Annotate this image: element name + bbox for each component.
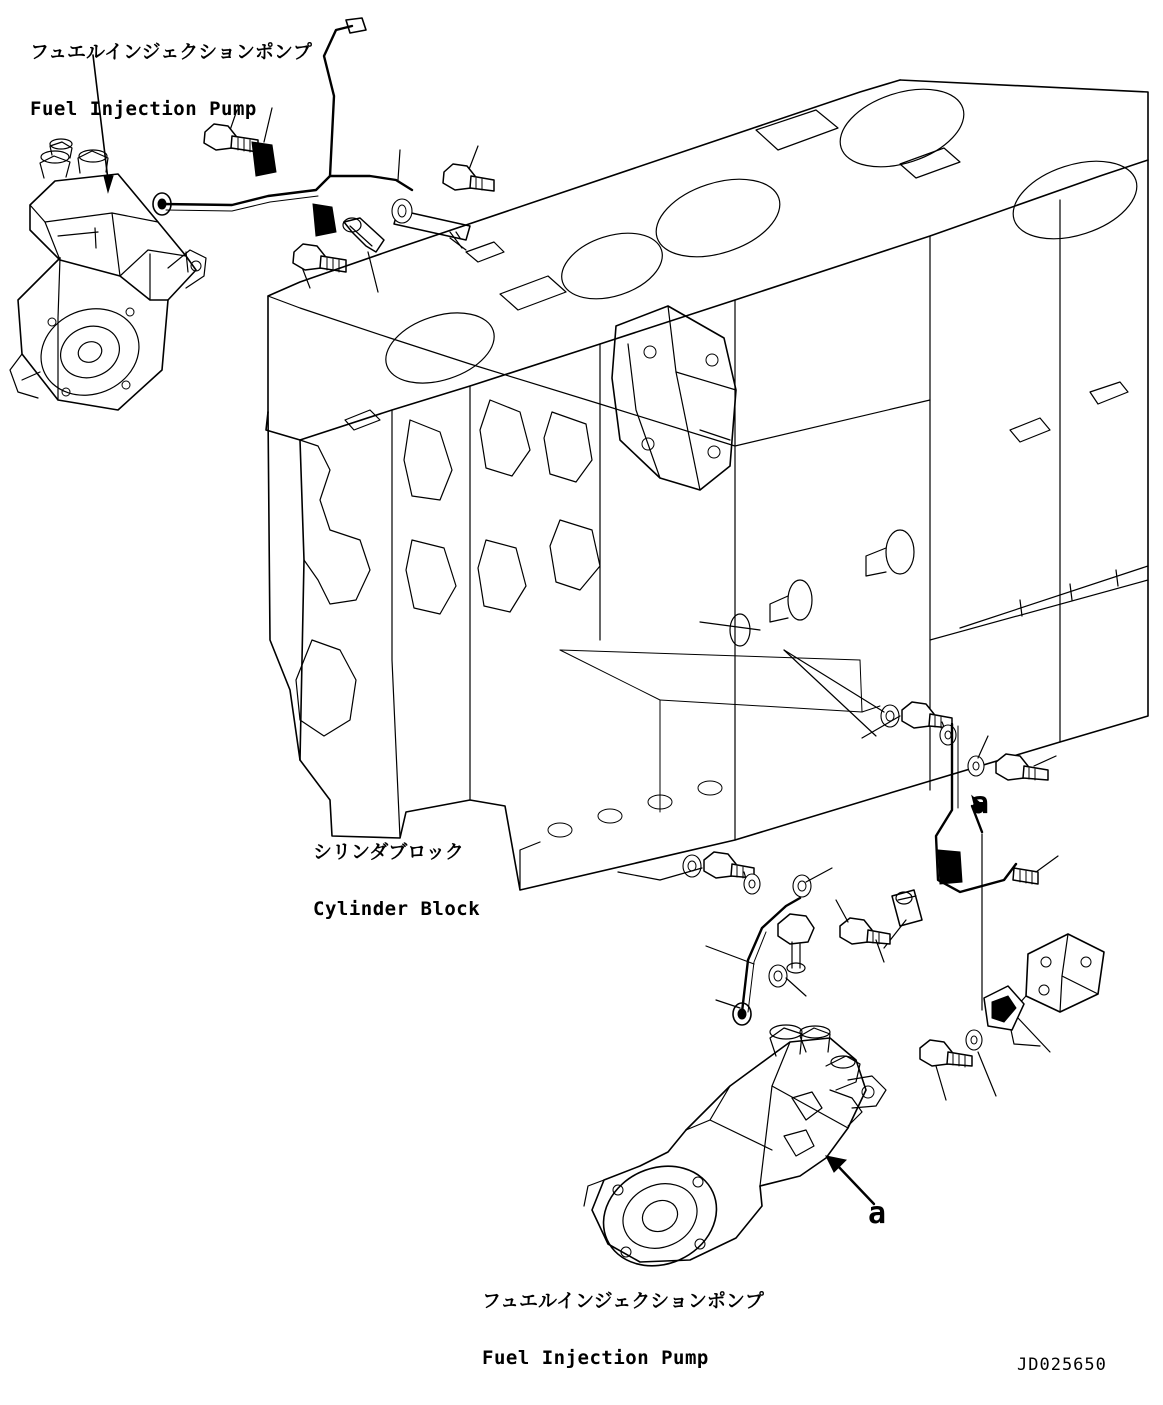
label-cylinder-block-en: Cylinder Block (313, 897, 481, 920)
callout-a-lower: a (868, 1196, 887, 1231)
label-cylinder-block (313, 806, 480, 956)
lower-middle-hardware-group (618, 852, 890, 1025)
label-fuel-injection-pump-bottom-en: Fuel Injection Pump (482, 1346, 709, 1369)
label-fuel-injection-pump-bottom-jp: フュエルインジェクションポンプ (482, 1289, 764, 1312)
label-fuel-injection-pump-bottom (482, 1255, 764, 1405)
label-cylinder-block-jp: シリンダブロック (313, 840, 464, 863)
document-number: JD025650 (1017, 1355, 1107, 1375)
lower-right-hardware-group (700, 622, 1104, 1100)
callout-arrows (826, 796, 986, 1204)
label-fuel-injection-pump-top (30, 6, 312, 156)
callout-a-upper: a (971, 786, 990, 821)
label-fuel-injection-pump-top-jp: フュエルインジェクションポンプ (30, 40, 312, 63)
fuel-injection-pump-lower-group (584, 1025, 886, 1283)
label-fuel-injection-pump-top-en: Fuel Injection Pump (30, 97, 257, 120)
